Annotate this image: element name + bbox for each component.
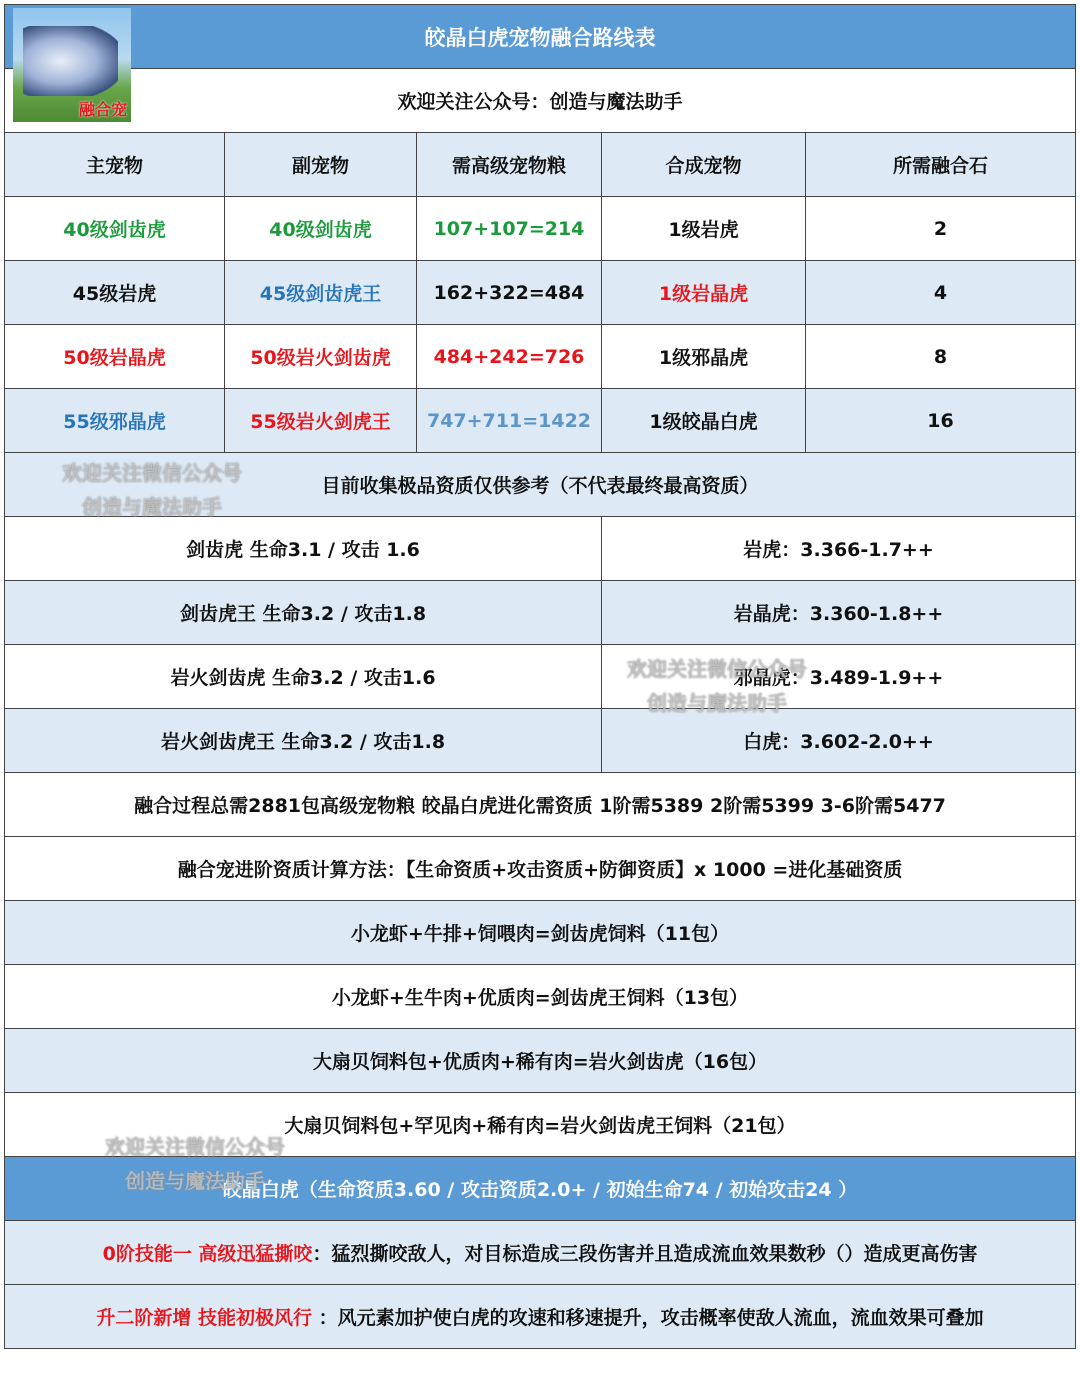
watermark-line: 创造与魔法助手 [125, 1169, 265, 1193]
page-title: 皎晶白虎宠物融合路线表 [5, 5, 1076, 69]
cell: 50级岩火剑齿虎 [225, 325, 417, 389]
note-row: 小龙虾+牛排+饲喂肉=剑齿虎饲料（11包） [5, 901, 1076, 965]
skill-row [5, 1221, 1076, 1285]
watermark [105, 1130, 285, 1198]
cell: 40级剑齿虎 [225, 197, 417, 261]
header-cell: 合成宠物 [602, 133, 806, 197]
watermark [62, 456, 242, 524]
watermark-line: 欢迎关注微信公众号 [627, 657, 807, 681]
watermark-line: 创造与魔法助手 [82, 495, 222, 519]
skill-label: 0阶技能一 高级迅猛撕咬 [102, 1243, 313, 1265]
skill-desc: ：猛烈撕咬敌人，对目标造成三段伤害并且造成流血效果数秒（）造成更高伤害 [312, 1243, 978, 1265]
cell: 4 [806, 261, 1076, 325]
quality-right: 白虎：3.602-2.0++ [602, 709, 1076, 773]
header-cell: 主宠物 [5, 133, 225, 197]
cell: 2 [806, 197, 1076, 261]
header-row [5, 133, 1076, 197]
quality-left: 剑齿虎 生命3.1 / 攻击 1.6 [5, 517, 602, 581]
logo-image [13, 8, 131, 122]
cell: 1级皎晶白虎 [602, 389, 806, 453]
watermark-line: 欢迎关注微信公众号 [105, 1135, 285, 1159]
table-row [5, 389, 1076, 453]
cell: 162+322=484 [417, 261, 602, 325]
note-row: 小龙虾+生牛肉+优质肉=剑齿虎王饲料（13包） [5, 965, 1076, 1029]
logo-text: 融合宠 [78, 100, 127, 119]
final-title: 皎晶白虎（生命资质3.60 / 攻击资质2.0+ / 初始生命74 / 初始攻击24 ） [5, 1157, 1076, 1221]
note-row: 大扇贝饲料包+优质肉+稀有肉=岩火剑齿虎（16包） [5, 1029, 1076, 1093]
note-row: 大扇贝饲料包+罕见肉+稀有肉=岩火剑齿虎王饲料（21包） [5, 1093, 1076, 1157]
cell: 107+107=214 [417, 197, 602, 261]
watermark-line: 欢迎关注微信公众号 [62, 461, 242, 485]
cell: 484+242=726 [417, 325, 602, 389]
cell: 747+711=1422 [417, 389, 602, 453]
quality-right: 岩虎：3.366-1.7++ [602, 517, 1076, 581]
header-cell: 副宠物 [225, 133, 417, 197]
quality-right: 岩晶虎：3.360-1.8++ [602, 581, 1076, 645]
quality-left: 岩火剑齿虎王 生命3.2 / 攻击1.8 [5, 709, 602, 773]
cell: 1级邪晶虎 [602, 325, 806, 389]
quality-left: 岩火剑齿虎 生命3.2 / 攻击1.6 [5, 645, 602, 709]
quality-left: 剑齿虎王 生命3.2 / 攻击1.8 [5, 581, 602, 645]
cell: 55级岩火剑虎王 [225, 389, 417, 453]
header-cell: 需高级宠物粮 [417, 133, 602, 197]
cell: 8 [806, 325, 1076, 389]
cell: 1级岩虎 [602, 197, 806, 261]
cell: 45级岩虎 [5, 261, 225, 325]
cell: 50级岩晶虎 [5, 325, 225, 389]
cell: 40级剑齿虎 [5, 197, 225, 261]
table-row [5, 197, 1076, 261]
tiger-image [23, 26, 118, 96]
table-row [5, 261, 1076, 325]
watermark [627, 652, 807, 720]
skill-label: 升二阶新增 技能初极风行 [96, 1307, 313, 1329]
cell: 45级剑齿虎王 [225, 261, 417, 325]
cell: 1级岩晶虎 [602, 261, 806, 325]
skill-row [5, 1285, 1076, 1349]
skill-desc: ：风元素加护使白虎的攻速和移速提升，攻击概率使敌人流血，流血效果可叠加 [312, 1307, 984, 1329]
watermark-line: 创造与魔法助手 [647, 691, 787, 715]
note-row: 融合过程总需2881包高级宠物粮 皎晶白虎进化需资质 1阶需5389 2阶需5399 3-6阶需5477 [5, 773, 1076, 837]
table-row [5, 325, 1076, 389]
quality-right: 邪晶虎：3.489-1.9++ [602, 645, 1076, 709]
cell: 55级邪晶虎 [5, 389, 225, 453]
cell: 16 [806, 389, 1076, 453]
note-row: 融合宠进阶资质计算方法：【生命资质+攻击资质+防御资质】x 1000 =进化基础资质 [5, 837, 1076, 901]
subtitle: 欢迎关注公众号：创造与魔法助手 [5, 69, 1076, 133]
header-cell: 所需融合石 [806, 133, 1076, 197]
quality-note: 目前收集极品资质仅供参考（不代表最终最高资质） [5, 453, 1076, 517]
